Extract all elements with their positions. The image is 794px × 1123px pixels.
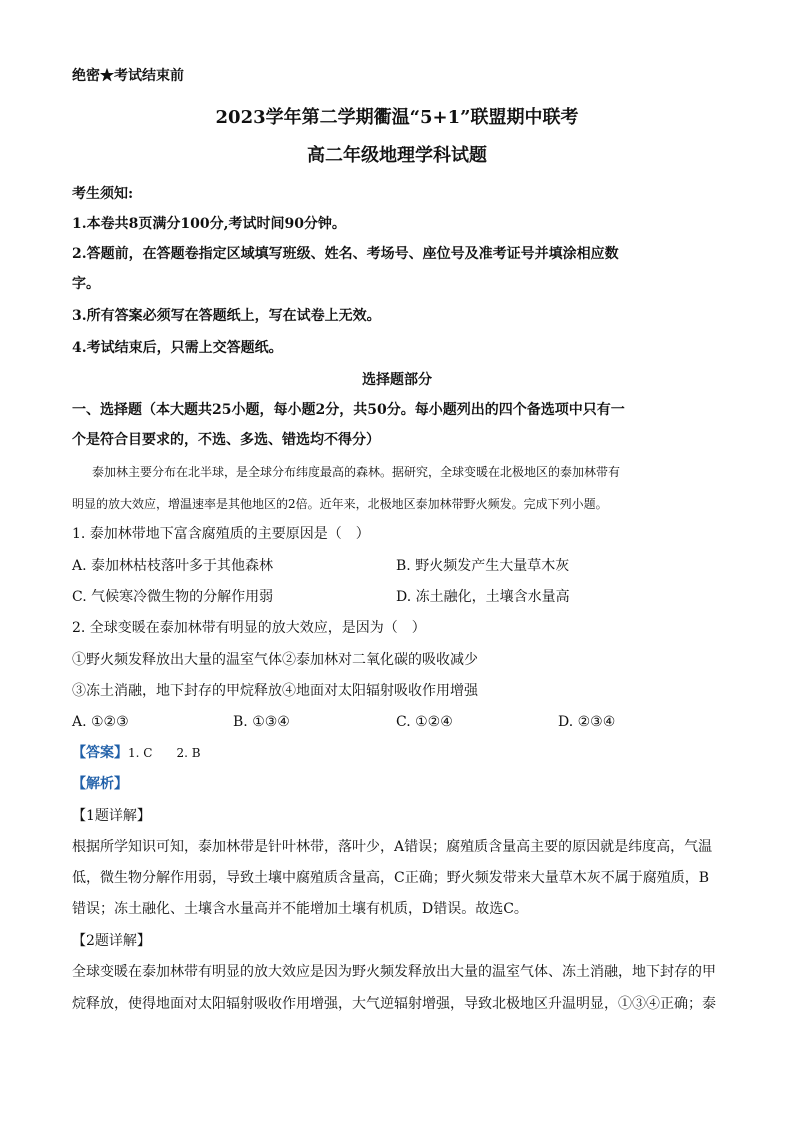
exam-subtitle: 高二年级地理学科试题 — [307, 145, 487, 166]
detail2-line-1: 全球变暖在泰加林带有明显的放大效应是因为野火频发释放出大量的温室气体、冻土消融，地下封存的甲 — [72, 964, 716, 980]
detail1-line-1: 根据所学知识可知，泰加林带是针叶林带，落叶少，A错误；腐殖质含量高主要的原因就是纬度高，气温 — [72, 839, 713, 855]
q2-option-b: B. ①③④ — [233, 714, 290, 730]
q2-option-a: A. ①②③ — [72, 714, 129, 730]
analysis-tag: 【解析】 — [72, 776, 128, 792]
answer-text: 1. C 2. B — [128, 746, 201, 760]
q2-statement-1: ①野火频发释放出大量的温室气体②泰加林对二氧化碳的吸收减少 — [72, 652, 478, 668]
analysis-line — [72, 774, 722, 794]
section-intro: 一、选择题（本大题共25小题，每小题2分，共50分。每小题列出的四个备选项中只有一 — [72, 402, 625, 418]
notice-item-1: 1.本卷共8页满分100分,考试时间90分钟。 — [72, 216, 346, 232]
q1-option-b: B. 野火频发产生大量草木灰 — [396, 558, 570, 574]
q1-option-d: D. 冻土融化，土壤含水量高 — [396, 589, 570, 605]
detail1-heading: 【1题详解】 — [72, 808, 151, 824]
section-intro-cont: 个是符合目要求的，不选、多选、错选均不得分） — [72, 432, 380, 448]
detail2-heading: 【2题详解】 — [72, 933, 151, 949]
section-title: 选择题部分 — [362, 372, 432, 388]
notice-heading: 考生须知: — [72, 186, 134, 202]
passage-line-1: 泰加林主要分布在北半球，是全球分布纬度最高的森林。据研究，全球变暖在北极地区的泰加林带有 — [92, 465, 621, 479]
secret-label: 绝密★考试结束前 — [72, 68, 184, 84]
passage-line-2: 明显的放大效应，增温速率是其他地区的2倍。近年来，北极地区泰加林带野火频发。完成下列小题。 — [72, 497, 608, 511]
q2-option-c: C. ①②④ — [396, 714, 453, 730]
notice-item-3: 3.所有答案必须写在答题纸上，写在试卷上无效。 — [72, 308, 381, 324]
q1-option-c: C. 气候寒冷微生物的分解作用弱 — [72, 589, 274, 605]
exam-title: 2023学年第二学期衢温“5+1”联盟期中联考 — [215, 107, 579, 128]
q1-stem: 1. 泰加林带地下富含腐殖质的主要原因是（ ） — [72, 526, 370, 542]
answer-line — [72, 743, 722, 763]
q2-option-d: D. ②③④ — [558, 714, 616, 730]
notice-item-2-cont: 字。 — [72, 276, 100, 292]
detail1-line-2: 低，微生物分解作用弱，导致土壤中腐殖质含量高，C正确；野火频发带来大量草木灰不属于腐殖质，B — [72, 870, 709, 886]
notice-item-4: 4.考试结束后，只需上交答题纸。 — [72, 340, 283, 356]
detail1-line-3: 错误；冻土融化、土壤含水量高并不能增加土壤有机质，D错误。故选C。 — [72, 901, 528, 917]
detail2-line-2: 烷释放，使得地面对太阳辐射吸收作用增强，大气逆辐射增强，导致北极地区升温明显，①③④正确；泰 — [72, 996, 716, 1012]
q2-stem: 2. 全球变暖在泰加林带有明显的放大效应，是因为（ ） — [72, 620, 426, 636]
answer-tag: 【答案】 — [72, 745, 128, 761]
q1-option-a: A. 泰加林枯枝落叶多于其他森林 — [72, 558, 274, 574]
q2-statement-2: ③冻土消融，地下封存的甲烷释放④地面对太阳辐射吸收作用增强 — [72, 683, 478, 699]
notice-item-2: 2.答题前，在答题卷指定区域填写班级、姓名、考场号、座位号及准考证号并填涂相应数 — [72, 246, 619, 262]
